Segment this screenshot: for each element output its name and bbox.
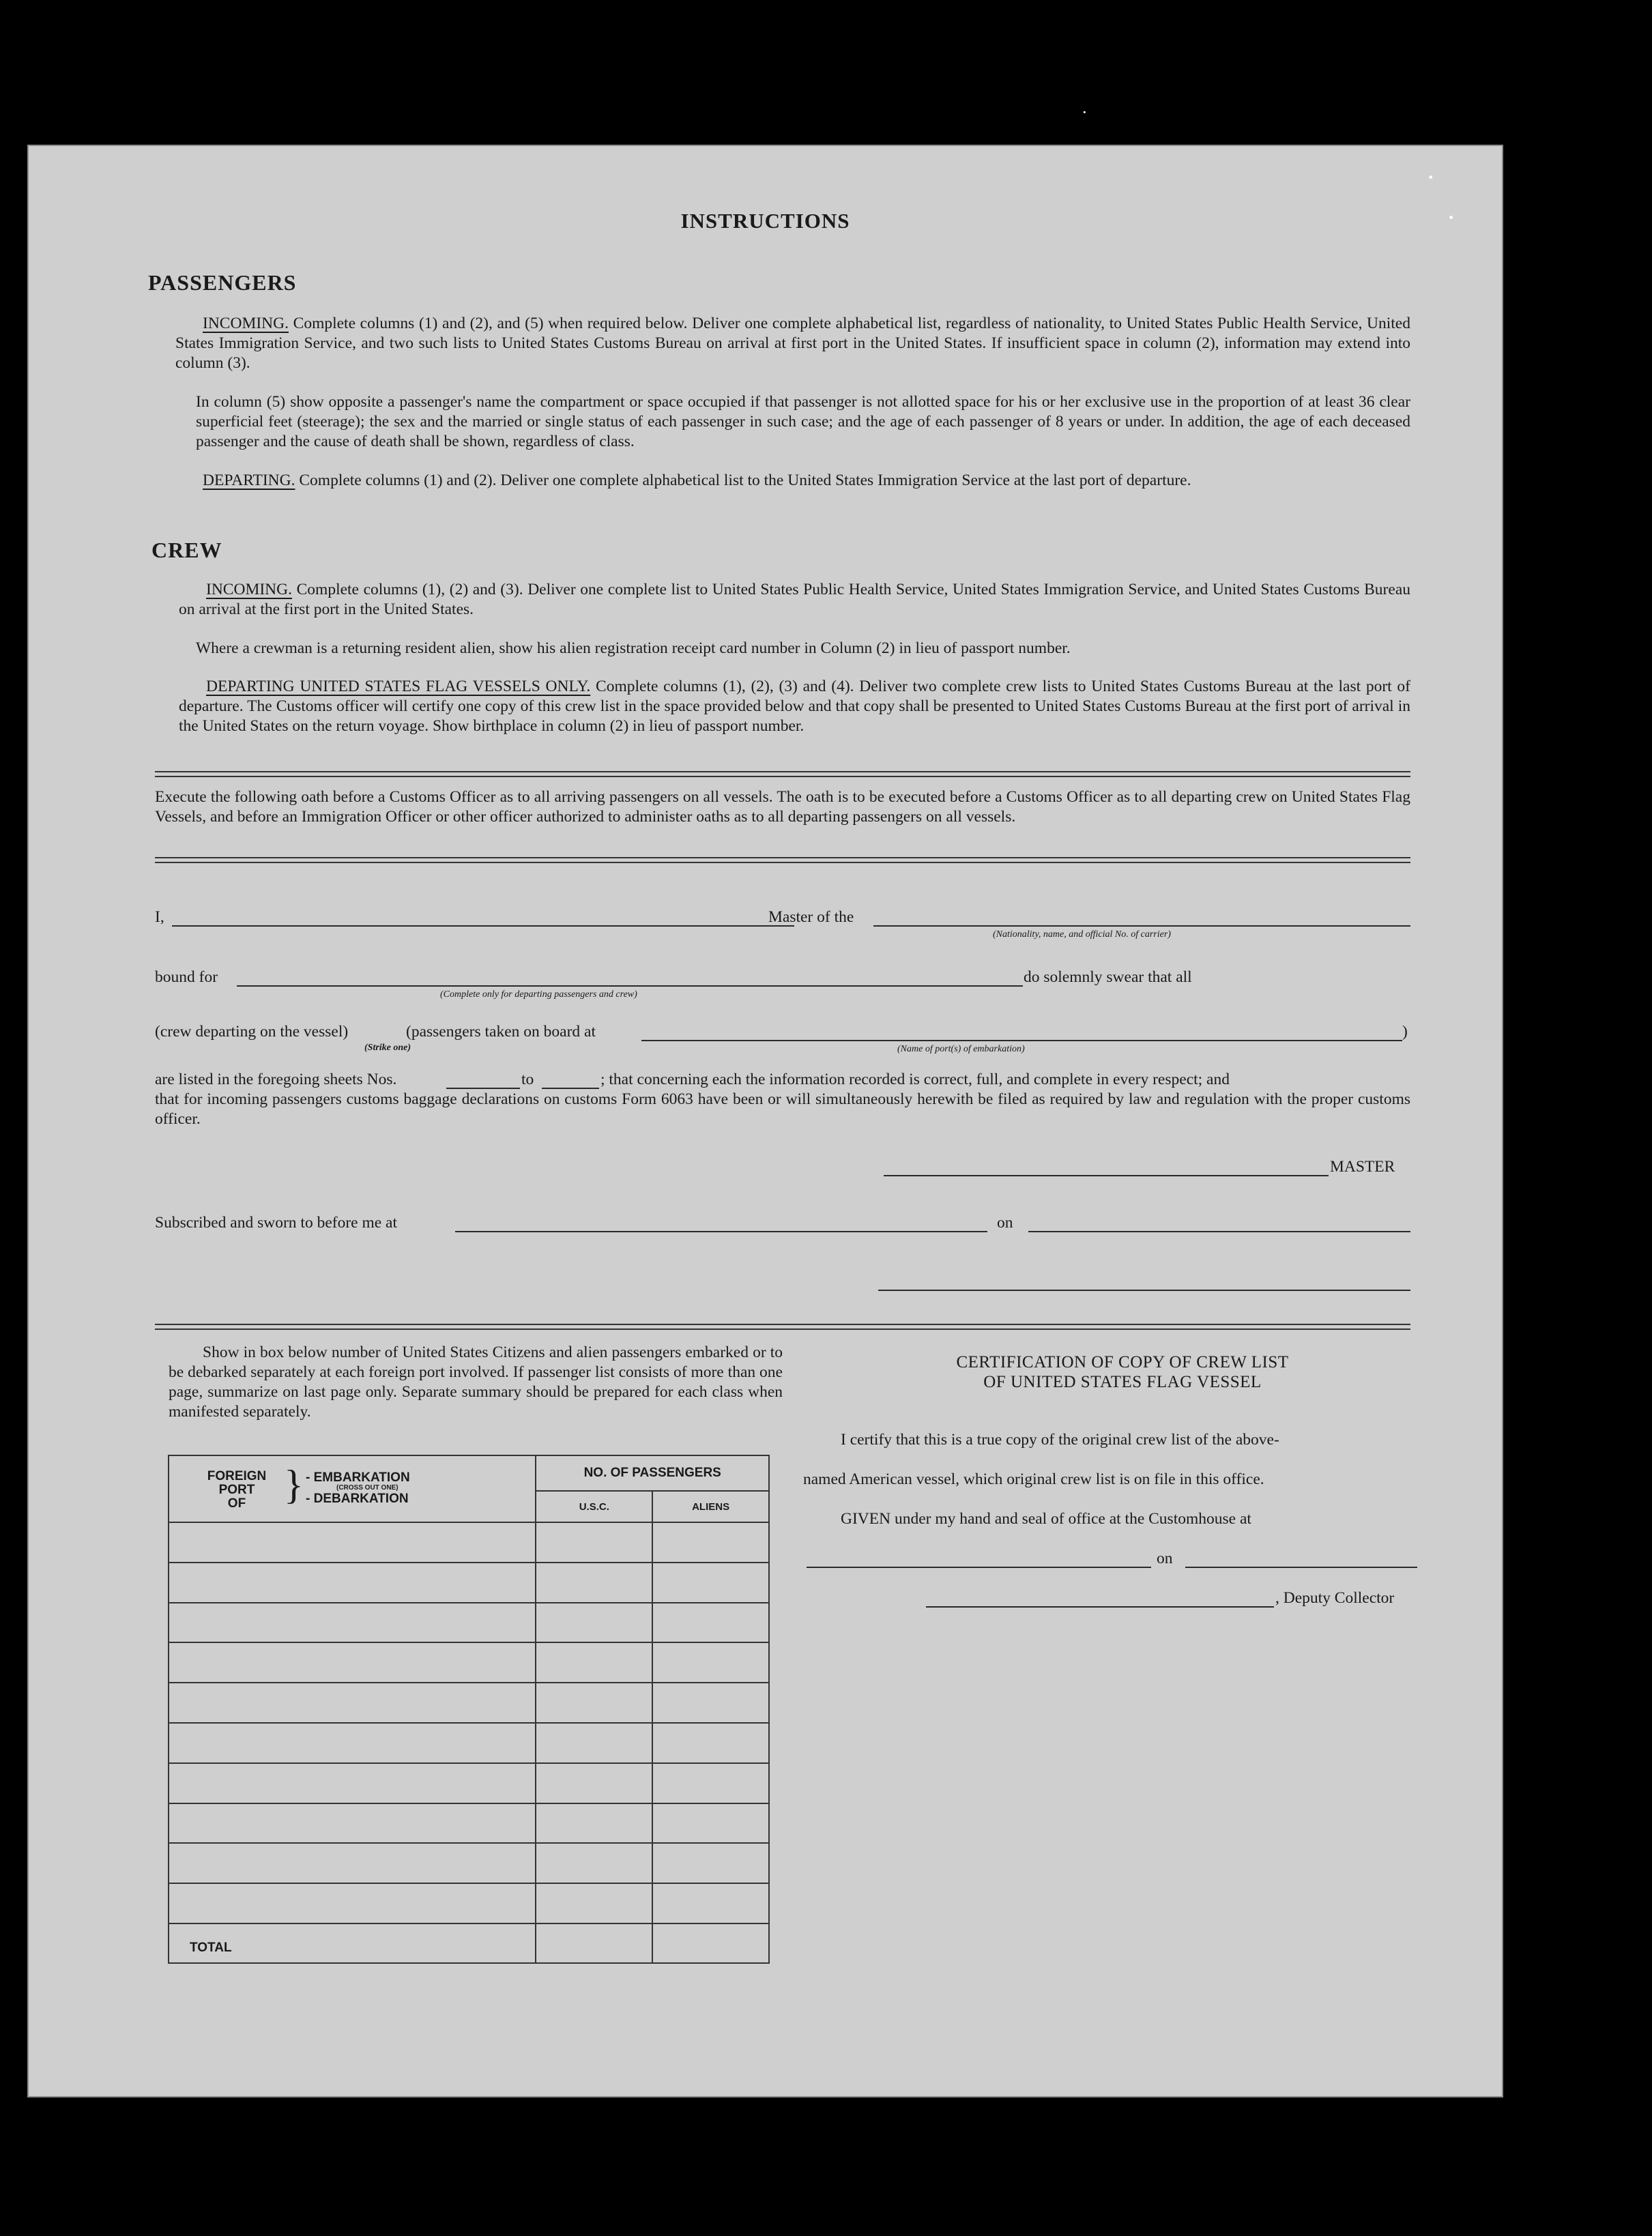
certification-date-line (1185, 1567, 1417, 1568)
passengers-incoming-lead: INCOMING. (203, 315, 289, 332)
aliens-cell[interactable] (652, 1642, 769, 1683)
port-cell[interactable] (169, 1603, 536, 1643)
document-title: INSTRUCTIONS (680, 209, 850, 233)
usc-cell[interactable] (536, 1683, 652, 1723)
oath-instruction: Execute the following oath before a Customs Officer as to all arriving passengers on all vessels. The oath is to be executed before a Customs Officer as to all departing crew on United States Flag Vessels, and before an Immigration Officer or other officer authorized to administer oaths as to all departing passengers on all vessels. (155, 788, 1410, 826)
deputy-collector-label: , Deputy Collector (1275, 1589, 1395, 1607)
listed-to-label: to (521, 1071, 534, 1088)
port-cell[interactable] (169, 1642, 536, 1683)
swear-label: do solemnly swear that all (1024, 968, 1192, 986)
total-aliens-cell[interactable] (652, 1923, 769, 1963)
subscribed-label: Subscribed and sworn to before me at (155, 1214, 398, 1232)
table-row (169, 1683, 769, 1723)
port-cell[interactable] (169, 1723, 536, 1763)
table-row (169, 1723, 769, 1763)
passenger-summary-table (168, 1455, 770, 1964)
passengers-departing-paragraph (175, 471, 1410, 491)
complete-only-caption: (Complete only for departing passengers and crew) (440, 989, 637, 1000)
listed-text-2: ; that concerning each the information recorded is correct, full, and complete in every respect; and (600, 1071, 1230, 1088)
usc-header: U.S.C. (536, 1491, 652, 1522)
total-usc-cell[interactable] (536, 1923, 652, 1963)
subscribed-date-line (1028, 1231, 1410, 1232)
subscribed-place-line (455, 1231, 987, 1232)
usc-cell[interactable] (536, 1843, 652, 1883)
usc-cell[interactable] (536, 1723, 652, 1763)
port-cell[interactable] (169, 1522, 536, 1563)
table-row (169, 1803, 769, 1844)
usc-cell[interactable] (536, 1603, 652, 1643)
oath-i-label: I, (155, 908, 164, 926)
master-signature-line (884, 1175, 1329, 1176)
master-label: MASTER (1330, 1158, 1395, 1176)
certification-heading-2: OF UNITED STATES FLAG VESSEL (983, 1373, 1262, 1391)
crew-departing-text: Complete columns (1), (2), (3) and (4). Deliver two complete crew lists to United States Customs Bureau at the last port of departure. The Customs officer will certify one copy of this crew list in the space provided below and that copy shall be presented to United States Customs Bureau at the first port of arrival in the United States on the return voyage. Show birthplace in column (2) in lieu of passport number. (179, 678, 1410, 735)
debarkation-label: - DEBARKATION (306, 1492, 409, 1506)
usc-cell[interactable] (536, 1642, 652, 1683)
sheet-to-line (542, 1088, 599, 1089)
table-row (169, 1603, 769, 1643)
document-sheet (27, 145, 1503, 2097)
port-cell[interactable] (169, 1843, 536, 1883)
passengers-incoming-paragraph (175, 314, 1410, 373)
carrier-line (873, 925, 1410, 927)
officer-signature-line (878, 1290, 1410, 1291)
table-row (169, 1522, 769, 1563)
close-paren: ) (1402, 1023, 1408, 1041)
table-row (169, 1642, 769, 1683)
port-cell[interactable] (169, 1883, 536, 1923)
port-cell[interactable] (169, 1563, 536, 1603)
scan-speck: · (1082, 102, 1088, 122)
subscribed-on-label: on (997, 1214, 1013, 1232)
table-row (169, 1843, 769, 1883)
master-of-the-label: Master of the (768, 908, 854, 926)
passengers-incoming-text: Complete columns (1) and (2), and (5) when required below. Deliver one complete alphabetical list, regardless of nationality, to United States Public Health Service, United States Immigration Service, and two such lists to United States Customs Bureau on arrival at first port in the United States. If insufficient space in column (2), information may extend into column (3). (175, 315, 1410, 372)
certification-text-3: GIVEN under my hand and seal of office at the Customhouse at (841, 1510, 1251, 1528)
port-label: PORT (218, 1483, 255, 1497)
divider (155, 1324, 1410, 1330)
of-label: OF (227, 1496, 246, 1511)
certification-text-2: named American vessel, which original crew list is on file in this office. (803, 1470, 1264, 1488)
crew-incoming-text: Complete columns (1), (2) and (3). Deliver one complete list to United States Public Health Service, United States Immigration Service, and United States Customs Bureau on arrival at the first port in the United States. (179, 581, 1410, 618)
passengers-departing-lead: DEPARTING. (203, 471, 295, 489)
aliens-cell[interactable] (652, 1843, 769, 1883)
cross-out-label: (CROSS OUT ONE) (336, 1484, 398, 1492)
certification-heading (815, 1352, 1430, 1392)
nationality-caption: (Nationality, name, and official No. of carrier) (993, 929, 1171, 940)
port-cell[interactable] (169, 1683, 536, 1723)
listed-text-3: that for incoming passengers customs baggage declarations on customs Form 6063 have been or will simultaneously herewith be filed as required by law and regulation with the proper customs officer. (155, 1090, 1410, 1128)
no-passengers-header: NO. OF PASSENGERS (536, 1455, 769, 1491)
crew-heading: CREW (151, 538, 222, 562)
crew-incoming-lead: INCOMING. (206, 581, 292, 598)
summary-instruction: Show in box below number of United States Citizens and alien passengers embarked or to be debarked separately at each foreign port involved. If passenger list consists of more than one page, summarize on last page only. Separate summary should be prepared for each class when manifested separately. (169, 1344, 783, 1421)
brace: } (284, 1462, 304, 1507)
deputy-signature-line (926, 1606, 1274, 1608)
foreign-label: FOREIGN (207, 1469, 267, 1483)
name-ports-caption: (Name of port(s) of embarkation) (897, 1044, 1025, 1054)
port-cell[interactable] (169, 1803, 536, 1844)
passengers-column5-paragraph: In column (5) show opposite a passenger's name the compartment or space occupied if that passenger is not allotted space for his or her exclusive use in the proportion of at least 36 clear superficial feet (steerage); the sex and the married or single status of each passenger in such case; and the age of each passenger of 8 years or under. In addition, the age of each deceased passenger and the cause of death shall be shown, regardless of class. (196, 393, 1410, 450)
aliens-header: ALIENS (652, 1491, 769, 1522)
aliens-cell[interactable] (652, 1522, 769, 1563)
aliens-cell[interactable] (652, 1763, 769, 1803)
port-header-cell (169, 1455, 536, 1522)
passengers-heading: PASSENGERS (148, 270, 297, 295)
aliens-cell[interactable] (652, 1683, 769, 1723)
certification-text-1: I certify that this is a true copy of the original crew list of the above- (841, 1431, 1279, 1449)
total-label: TOTAL (169, 1923, 536, 1963)
usc-cell[interactable] (536, 1803, 652, 1844)
sheet-from-line (446, 1088, 520, 1089)
port-cell[interactable] (169, 1763, 536, 1803)
crew-departing-lead: DEPARTING UNITED STATES FLAG VESSELS ONLY. (206, 678, 591, 695)
embarkation-port-line (641, 1040, 1402, 1041)
usc-cell[interactable] (536, 1883, 652, 1923)
usc-cell[interactable] (536, 1763, 652, 1803)
name-line (172, 925, 794, 927)
usc-cell[interactable] (536, 1522, 652, 1563)
certification-on-label: on (1157, 1550, 1173, 1567)
divider (155, 857, 1410, 863)
embarkation-label: - EMBARKATION (306, 1470, 410, 1485)
divider (155, 771, 1410, 777)
customhouse-line (807, 1567, 1151, 1568)
passengers-departing-text: Complete columns (1) and (2). Deliver one complete alphabetical list to the United States Immigration Service at the last port of departure. (299, 471, 1191, 489)
bound-for-label: bound for (155, 968, 218, 986)
aliens-cell[interactable] (652, 1803, 769, 1844)
crew-incoming-paragraph (179, 580, 1410, 620)
aliens-cell[interactable] (652, 1883, 769, 1923)
scan-speck: · (1447, 202, 1456, 233)
listed-text-1: are listed in the foregoing sheets Nos. (155, 1071, 397, 1088)
aliens-cell[interactable] (652, 1563, 769, 1603)
crew-resident-paragraph: Where a crewman is a returning resident alien, show his alien registration receipt card number in Column (2) in lieu of passport number. (196, 639, 1071, 657)
table-row (169, 1763, 769, 1803)
table-row (169, 1563, 769, 1603)
usc-cell[interactable] (536, 1563, 652, 1603)
destination-line (237, 985, 1023, 987)
passengers-taken-label: (passengers taken on board at (406, 1023, 596, 1041)
table-row (169, 1883, 769, 1923)
crew-departing-paragraph (179, 677, 1410, 736)
scan-speck: · (1426, 162, 1436, 192)
strike-one-caption: (Strike one) (364, 1043, 411, 1053)
crew-departing-label: (crew departing on the vessel) (155, 1023, 349, 1041)
aliens-cell[interactable] (652, 1723, 769, 1763)
certification-heading-1: CERTIFICATION OF COPY OF CREW LIST (956, 1353, 1289, 1371)
aliens-cell[interactable] (652, 1603, 769, 1643)
